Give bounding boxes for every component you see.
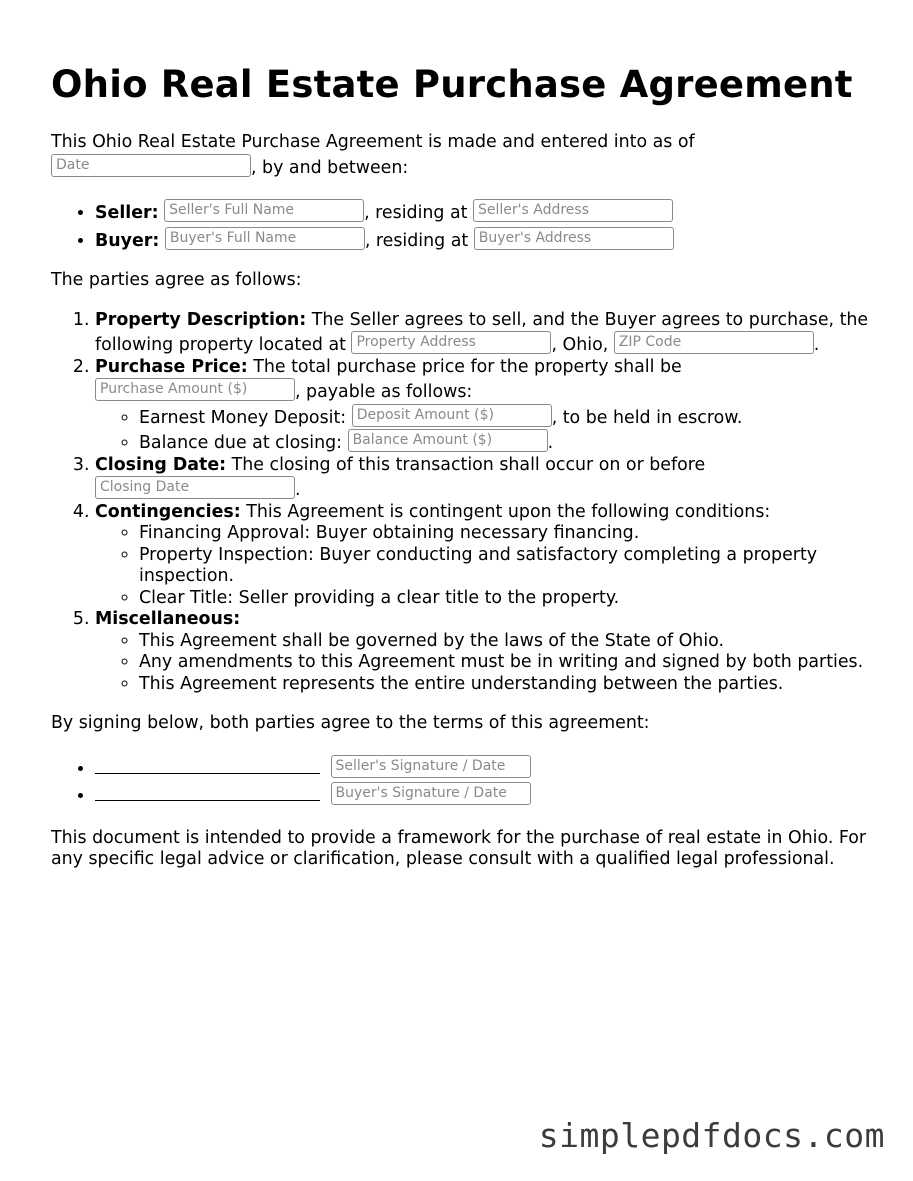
deposit-item [139,404,881,430]
price-text: The total purchase price for the property shall be [253,356,682,377]
purchase-amount-field[interactable]: Purchase Amount ($) [95,378,295,401]
intro-text: This Ohio Real Estate Purchase Agreement is made and entered into as of [51,132,695,152]
list-item: ◦ Financing Approval: Buyer obtaining necessary financing. [139,523,881,545]
deposit-amount-field[interactable]: Deposit Amount ($) [352,404,552,427]
seller-signature-field[interactable]: Seller's Signature / Date [331,755,531,778]
signatures-list [51,755,881,808]
balance-item [139,429,881,455]
agree-intro: The parties agree as follows: [51,270,302,290]
buyer-label: Buyer: [95,230,160,251]
term-contingencies [95,502,881,610]
buyer-item [95,227,881,253]
zip-code-field[interactable]: ZIP Code [614,331,814,354]
term-closing [95,455,881,502]
deposit-label: Earnest Money Deposit: [139,407,347,428]
contingencies-text: This Agreement is contingent upon the following conditions: [246,501,771,522]
contingencies-label: Contingencies: [95,501,241,522]
property-text: The Seller agrees to sell, and the Buyer agrees to purchase, the following property located at [95,309,869,355]
property-address-field[interactable]: Property Address [351,331,551,354]
signing-intro: By signing below, both parties agree to the terms of this agreement: [51,713,650,733]
property-end: . [813,335,820,355]
closing-text: The closing of this transaction shall occur on or before [231,454,706,475]
price-sublist [95,404,881,455]
price-label: Purchase Price: [95,356,248,377]
misc-label: Miscellaneous: [95,609,241,629]
list-item: ◦ Clear Title: Seller providing a clear title to the property. [139,588,881,610]
balance-after-text: . [547,433,554,453]
terms-list [51,310,881,696]
term-miscellaneous [95,609,881,695]
intro-paragraph [51,132,881,179]
buyer-residing-text: , residing at [364,230,469,251]
buyer-name-field[interactable]: Buyer's Full Name [165,227,365,250]
intro-after-text: , by and between: [251,157,409,178]
agreement-date-field[interactable]: Date [51,154,251,177]
property-ohio-text: , Ohio, [551,335,609,355]
misc-sublist [95,631,881,696]
list-item: ◦ This Agreement represents the entire understanding between the parties. [139,674,881,696]
closing-label: Closing Date: [95,454,227,475]
term-price [95,357,881,455]
price-after-text: , payable as follows: [295,382,473,402]
contingencies-sublist [95,523,881,609]
list-item: ◦ Any amendments to this Agreement must be in writing and signed by both parties. [139,652,881,674]
list-item: ◦ This Agreement shall be governed by the laws of the State of Ohio. [139,631,881,653]
seller-address-field[interactable]: Seller's Address [473,199,673,222]
deposit-after-text: , to be held in escrow. [551,407,743,428]
watermark: simplepdfdocs.com [538,1116,885,1155]
buyer-signature-item [95,782,881,808]
closing-note: This document is intended to provide a framework for the purchase of real estate in Ohio. For any specific legal advice or clarification, please consult with a qualified legal professional. [51,827,867,869]
term-property [95,310,881,357]
seller-item [95,199,881,225]
balance-amount-field[interactable]: Balance Amount ($) [348,429,548,452]
seller-name-field[interactable]: Seller's Full Name [164,199,364,222]
property-label: Property Description: [95,309,307,330]
buyer-signature-field[interactable]: Buyer's Signature / Date [331,782,531,805]
balance-label: Balance due at closing: [139,433,343,453]
parties-list [51,199,881,252]
seller-residing-text: , residing at [364,203,468,223]
list-item: ◦ Property Inspection: Buyer conducting and satisfactory completing a property inspection. [139,545,881,588]
buyer-signature-line[interactable] [95,785,320,801]
seller-signature-line[interactable] [95,758,320,774]
closing-date-field[interactable]: Closing Date [95,476,295,499]
closing-end: . [295,480,301,500]
seller-signature-item [95,755,881,781]
page-title: Ohio Real Estate Purchase Agreement [51,63,853,106]
agreement-document [51,62,881,871]
buyer-address-field[interactable]: Buyer's Address [474,227,674,250]
seller-label: Seller: [95,203,159,223]
